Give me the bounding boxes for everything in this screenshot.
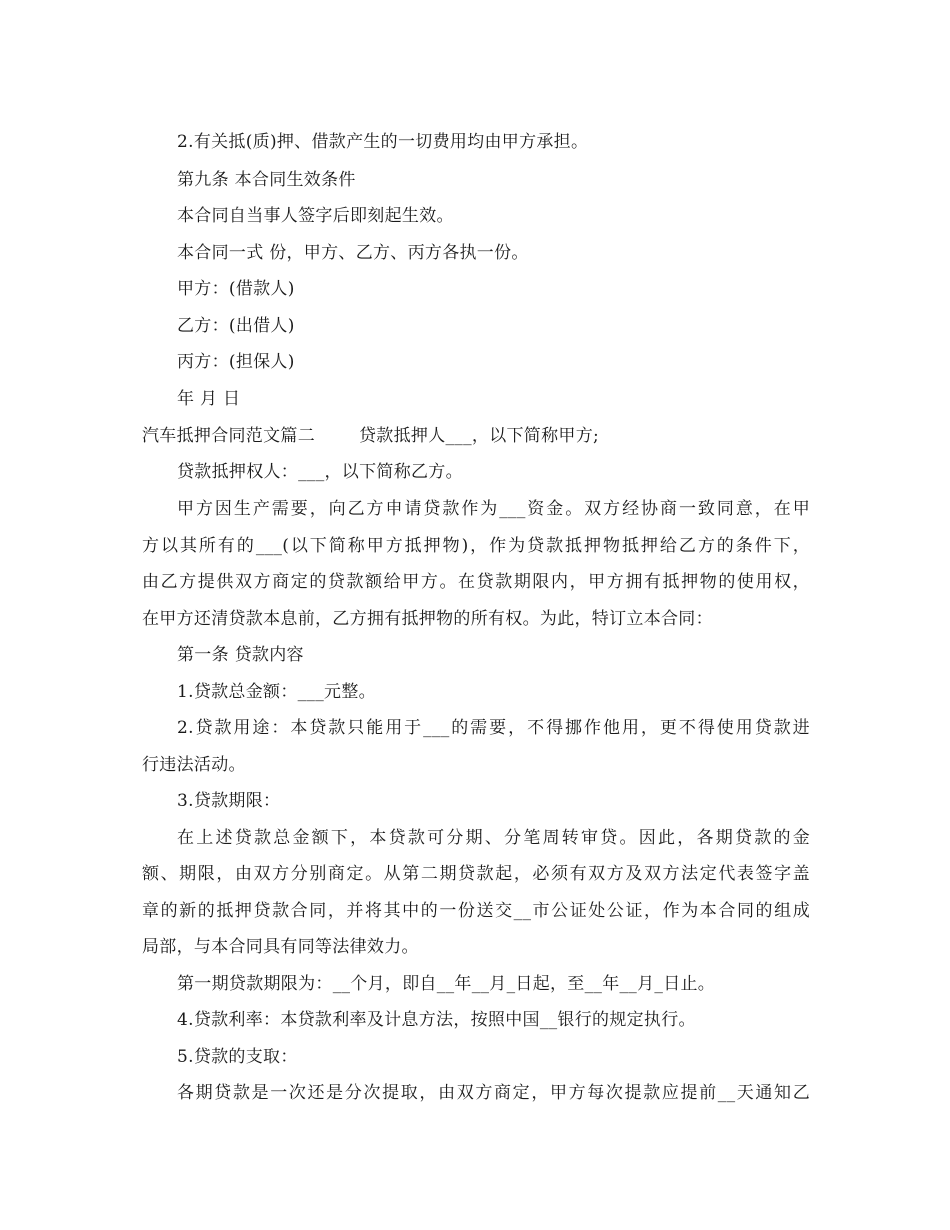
- loan-purpose-line-1: 2.贷款用途：本贷款只能用于___的需要，不得挪作他用，更不得使用贷款进: [177, 718, 810, 738]
- mortgagee-line: 贷款抵押权人：___，以下简称乙方。: [177, 462, 463, 482]
- loan-term-line-4: 局部，与本合同具有同等法律效力。: [142, 937, 419, 957]
- preamble-line-3: 由乙方提供双方商定的贷款额给甲方。在贷款期限内，甲方拥有抵押物的使用权，: [142, 572, 810, 592]
- article-one-heading: 第一条 贷款内容: [177, 645, 304, 665]
- loan-term-line-3: 章的新的抵押贷款合同，并将其中的一份送交__市公证处公证，作为本合同的组成: [142, 901, 810, 921]
- loan-term-line-1: 在上述贷款总金额下，本贷款可分期、分笔周转审贷。因此，各期贷款的金: [177, 828, 810, 848]
- mortgagor-line: 贷款抵押人___，以下简称甲方;: [359, 426, 600, 446]
- effective-line: 本合同自当事人签字后即刻起生效。: [177, 206, 454, 226]
- preamble-line-1: 甲方因生产需要，向乙方申请贷款作为___资金。双方经协商一致同意，在甲: [177, 499, 810, 519]
- interest-rate-line: 4.贷款利率：本贷款利率及计息方法，按照中国__银行的规定执行。: [177, 1010, 696, 1030]
- preamble-line-4: 在甲方还清贷款本息前，乙方拥有抵押物的所有权。为此，特订立本合同：: [142, 609, 713, 629]
- preamble-line-2: 方以其所有的___(以下简称甲方抵押物)，作为贷款抵押物抵押给乙方的条件下，: [142, 536, 810, 556]
- loan-purpose-line-2: 行违法活动。: [142, 755, 246, 775]
- loan-term-line-2: 额、期限，由双方分别商定。从第二期贷款起，必须有双方及双方法定代表签字盖: [142, 864, 810, 884]
- withdrawal-line-1: 各期贷款是一次还是分次提取，由双方商定，甲方每次提款应提前__天通知乙: [177, 1083, 810, 1103]
- article-nine-heading: 第九条 本合同生效条件: [177, 170, 356, 190]
- party-c-line: 丙方：(担保人): [177, 352, 295, 372]
- loan-term-heading: 3.贷款期限：: [177, 791, 281, 811]
- section-title: 汽车抵押合同范文篇二: [142, 426, 315, 446]
- date-line: 年 月 日: [177, 389, 241, 409]
- party-a-line: 甲方：(借款人): [177, 279, 295, 299]
- withdrawal-heading: 5.贷款的支取：: [177, 1047, 298, 1067]
- copies-line: 本合同一式 份，甲方、乙方、丙方各执一份。: [177, 243, 529, 263]
- section-heading-line: [142, 425, 810, 447]
- party-b-line: 乙方：(出借人): [177, 316, 295, 336]
- first-term-line: 第一期贷款期限为：__个月，即自__年__月_日起，至__年__月_日止。: [177, 974, 716, 994]
- clause-fee-line: 2.有关抵(质)押、借款产生的一切费用均由甲方承担。: [177, 132, 589, 152]
- loan-amount-line: 1.贷款总金额：___元整。: [177, 682, 376, 702]
